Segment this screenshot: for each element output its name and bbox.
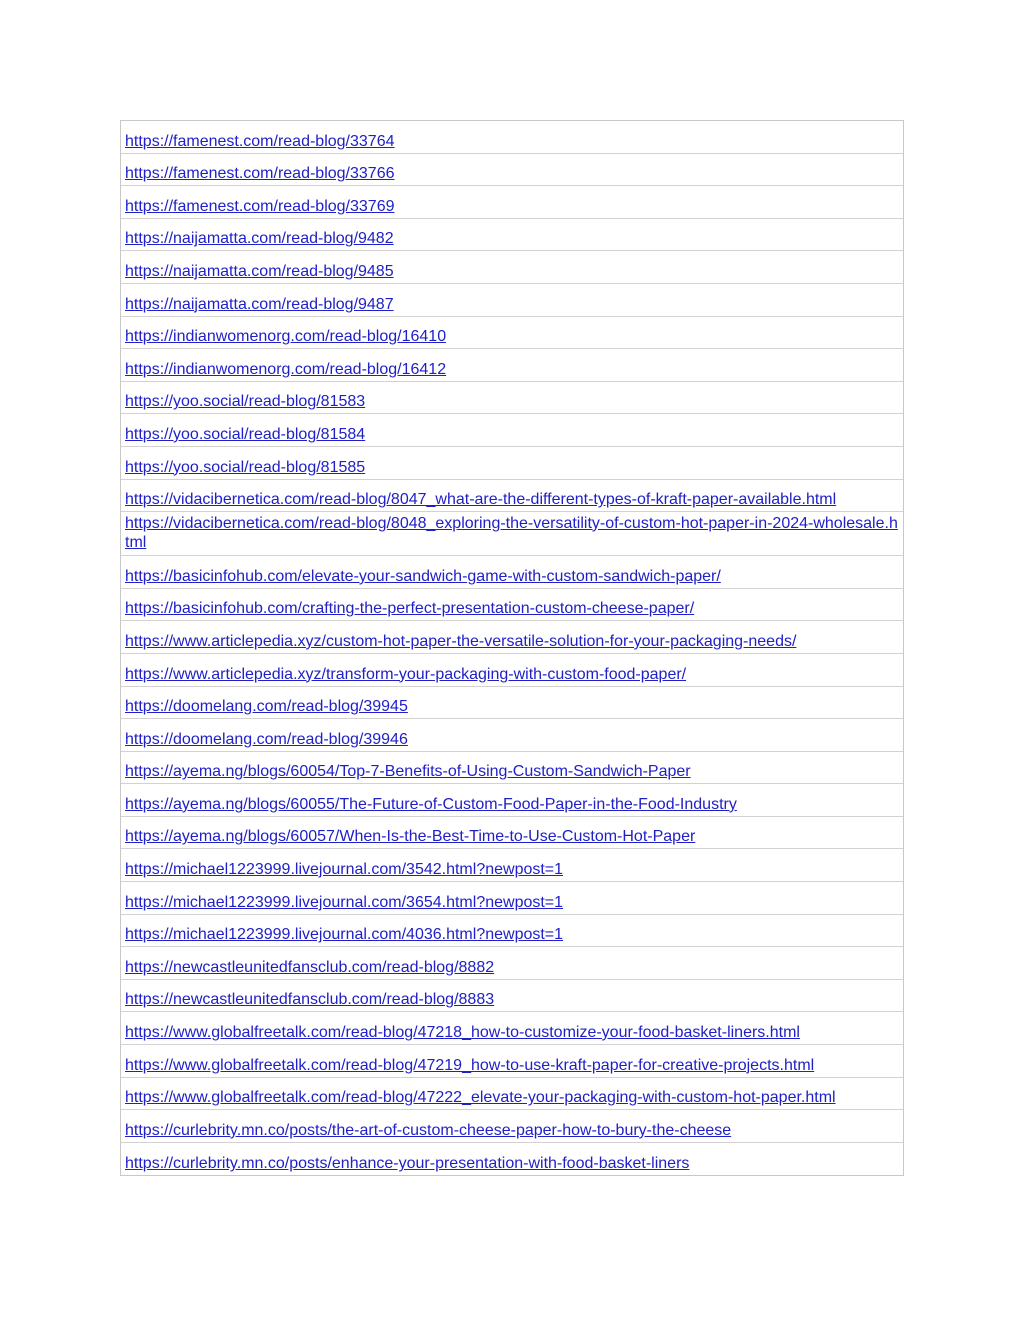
table-row [121,784,903,817]
link-table [120,120,904,1176]
link[interactable]: https://www.globalfreetalk.com/read-blog/47218_how-to-customize-your-food-basket-liners.html [125,1024,800,1042]
table-row [121,1078,903,1111]
table-row [121,752,903,785]
link[interactable]: https://naijamatta.com/read-blog/9487 [125,295,394,313]
link[interactable]: https://famenest.com/read-blog/33766 [125,165,395,183]
table-row [121,849,903,882]
link[interactable]: https://michael1223999.livejournal.com/4036.html?newpost=1 [125,926,564,944]
table-row [121,284,903,317]
link[interactable]: https://www.globalfreetalk.com/read-blog/47219_how-to-use-kraft-paper-for-creative-projects.html [125,1056,815,1074]
table-row [121,947,903,980]
table-row [121,687,903,720]
table-row [121,1143,903,1176]
link[interactable]: https://vidacibernetica.com/read-blog/8048_exploring-the-versatility-of-custom-hot-paper-in-2024-wholesale.html [125,514,898,551]
link[interactable]: https://www.articlepedia.xyz/transform-your-packaging-with-custom-food-paper/ [125,665,687,683]
table-row [121,447,903,480]
table-row [121,882,903,915]
link[interactable]: https://www.articlepedia.xyz/custom-hot-paper-the-versatile-solution-for-your-packaging-needs/ [125,632,797,650]
table-row [121,414,903,447]
table-row [121,980,903,1013]
link[interactable]: https://naijamatta.com/read-blog/9485 [125,262,394,280]
table-row [121,186,903,219]
table-row [121,915,903,948]
link[interactable]: https://yoo.social/read-blog/81583 [125,393,366,411]
table-row [121,621,903,654]
table-row [121,1110,903,1143]
table-row [121,654,903,687]
link[interactable]: https://doomelang.com/read-blog/39946 [125,730,408,748]
table-row [121,154,903,187]
link[interactable]: https://naijamatta.com/read-blog/9482 [125,230,394,248]
table-row [121,1045,903,1078]
table-row [121,1012,903,1045]
link[interactable]: https://newcastleunitedfansclub.com/read-blog/8883 [125,991,495,1009]
link[interactable]: https://yoo.social/read-blog/81584 [125,425,366,443]
table-row [121,589,903,622]
link[interactable]: https://curlebrity.mn.co/posts/the-art-of-custom-cheese-paper-how-to-bury-the-cheese [125,1121,732,1139]
link[interactable]: https://famenest.com/read-blog/33764 [125,132,395,150]
link[interactable]: https://doomelang.com/read-blog/39945 [125,698,408,716]
table-row [121,512,903,556]
link[interactable]: https://ayema.ng/blogs/60054/Top-7-Benefits-of-Using-Custom-Sandwich-Paper [125,763,691,781]
table-row [121,121,903,154]
table-row [121,719,903,752]
link[interactable]: https://vidacibernetica.com/read-blog/8047_what-are-the-different-types-of-kraft-paper-available.html [125,491,837,509]
table-row [121,817,903,850]
link[interactable]: https://ayema.ng/blogs/60057/When-Is-the-Best-Time-to-Use-Custom-Hot-Paper [125,828,696,846]
link[interactable]: https://curlebrity.mn.co/posts/enhance-your-presentation-with-food-basket-liners [125,1155,690,1173]
link[interactable]: https://basicinfohub.com/crafting-the-perfect-presentation-custom-cheese-paper/ [125,600,695,618]
table-row [121,480,903,513]
link[interactable]: https://www.globalfreetalk.com/read-blog/47222_elevate-your-packaging-with-custom-hot-paper.html [125,1089,836,1107]
link[interactable]: https://michael1223999.livejournal.com/3542.html?newpost=1 [125,861,564,879]
link[interactable]: https://indianwomenorg.com/read-blog/16412 [125,360,447,378]
link[interactable]: https://yoo.social/read-blog/81585 [125,458,366,476]
table-row [121,382,903,415]
link[interactable]: https://basicinfohub.com/elevate-your-sandwich-game-with-custom-sandwich-paper/ [125,567,721,585]
link[interactable]: https://famenest.com/read-blog/33769 [125,197,395,215]
table-row [121,251,903,284]
table-row [121,317,903,350]
table-row [121,556,903,589]
link[interactable]: https://indianwomenorg.com/read-blog/16410 [125,328,447,346]
link[interactable]: https://newcastleunitedfansclub.com/read-blog/8882 [125,958,495,976]
link[interactable]: https://michael1223999.livejournal.com/3654.html?newpost=1 [125,893,564,911]
table-row [121,349,903,382]
table-row [121,219,903,252]
link[interactable]: https://ayema.ng/blogs/60055/The-Future-of-Custom-Food-Paper-in-the-Food-Industry [125,795,737,813]
